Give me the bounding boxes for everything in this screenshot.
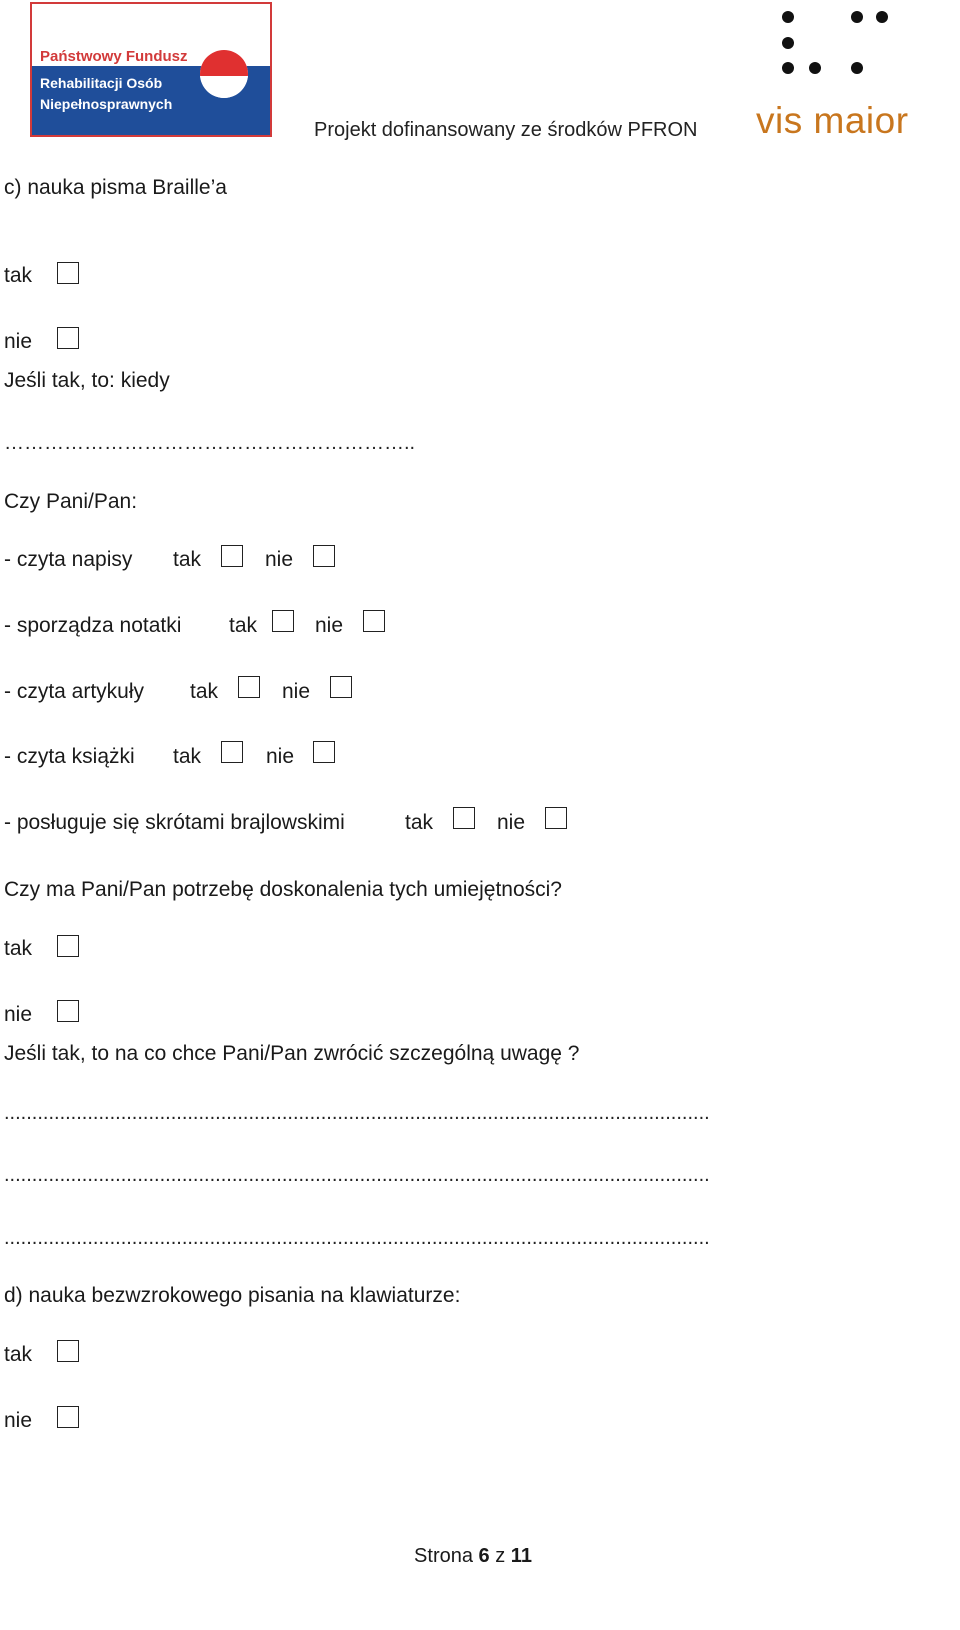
improve-if-yes-label: Jeśli tak, to na co chce Pani/Pan zwrócić szczególną uwagę ? bbox=[4, 1042, 580, 1065]
section-c-if-yes-label: Jeśli tak, to: kiedy bbox=[4, 369, 170, 392]
page-footer bbox=[0, 1545, 946, 1568]
skill-label-napisy: - czyta napisy bbox=[4, 548, 133, 571]
skill-no-label: nie bbox=[266, 745, 295, 768]
section-d-option-no-label: nie bbox=[4, 1409, 33, 1432]
skill-artykuly-no-checkbox[interactable] bbox=[330, 676, 352, 698]
skill-no-label: nie bbox=[282, 680, 311, 703]
project-funding-text: Projekt dofinansowany ze środków PFRON bbox=[314, 119, 698, 141]
footer-page-current: 6 bbox=[478, 1545, 490, 1567]
footer-page-word: Strona bbox=[414, 1545, 473, 1567]
section-c-option-yes-label: tak bbox=[4, 264, 33, 287]
skill-napisy-no-checkbox[interactable] bbox=[313, 545, 335, 567]
improve-no-checkbox[interactable] bbox=[57, 1000, 79, 1022]
logo-line-2: Rehabilitacji Osób bbox=[40, 75, 163, 91]
logo-line-1: Państwowy Fundusz bbox=[40, 48, 188, 65]
skill-yes-label: tak bbox=[173, 745, 202, 768]
section-d-heading: d) nauka bezwzrokowego pisania na klawiaturze: bbox=[4, 1284, 461, 1307]
logo-line-3: Niepełnosprawnych bbox=[40, 96, 173, 112]
skill-label-artykuly: - czyta artykuły bbox=[4, 680, 145, 703]
skill-no-label: nie bbox=[497, 811, 526, 834]
improve-answer-line-3[interactable]: ............................................................................................................................... bbox=[4, 1227, 710, 1249]
vis-maior-logo-text: vis maior bbox=[756, 100, 909, 141]
skills-question: Czy Pani/Pan: bbox=[4, 490, 138, 513]
skill-napisy-yes-checkbox[interactable] bbox=[221, 545, 243, 567]
improve-answer-line-2[interactable]: ............................................................................................................................... bbox=[4, 1164, 710, 1186]
skill-label-skroty: - posługuje się skrótami brajlowskimi bbox=[4, 811, 345, 834]
skill-label-ksiazki: - czyta książki bbox=[4, 745, 135, 768]
skill-skroty-no-checkbox[interactable] bbox=[545, 807, 567, 829]
improve-question: Czy ma Pani/Pan potrzebę doskonalenia tych umiejętności? bbox=[4, 878, 562, 901]
skill-yes-label: tak bbox=[229, 614, 258, 637]
skill-ksiazki-yes-checkbox[interactable] bbox=[221, 741, 243, 763]
skill-no-label: nie bbox=[265, 548, 294, 571]
section-c-yes-checkbox[interactable] bbox=[57, 262, 79, 284]
section-c-option-no-label: nie bbox=[4, 330, 33, 353]
section-c-no-checkbox[interactable] bbox=[57, 327, 79, 349]
section-c-heading: c) nauka pisma Braille’a bbox=[4, 176, 227, 199]
section-d-option-yes-label: tak bbox=[4, 1343, 33, 1366]
skill-yes-label: tak bbox=[173, 548, 202, 571]
skill-label-notatki: - sporządza notatki bbox=[4, 614, 182, 637]
improve-option-no-label: nie bbox=[4, 1003, 33, 1026]
skill-yes-label: tak bbox=[405, 811, 434, 834]
skill-no-label: nie bbox=[315, 614, 344, 637]
pfron-logo bbox=[30, 2, 272, 137]
section-c-answer-line[interactable]: …………………………………………………….. bbox=[4, 432, 416, 454]
skill-ksiazki-no-checkbox[interactable] bbox=[313, 741, 335, 763]
skill-artykuly-yes-checkbox[interactable] bbox=[238, 676, 260, 698]
footer-page-total: 11 bbox=[510, 1545, 532, 1567]
improve-answer-line-1[interactable]: ............................................................................................................................... bbox=[4, 1102, 710, 1124]
improve-option-yes-label: tak bbox=[4, 937, 33, 960]
skill-skroty-yes-checkbox[interactable] bbox=[453, 807, 475, 829]
skill-notatki-no-checkbox[interactable] bbox=[363, 610, 385, 632]
improve-yes-checkbox[interactable] bbox=[57, 935, 79, 957]
section-d-no-checkbox[interactable] bbox=[57, 1406, 79, 1428]
skill-yes-label: tak bbox=[190, 680, 219, 703]
logo-circle-icon bbox=[200, 50, 248, 98]
section-d-yes-checkbox[interactable] bbox=[57, 1340, 79, 1362]
footer-of-word: z bbox=[495, 1545, 506, 1567]
skill-notatki-yes-checkbox[interactable] bbox=[272, 610, 294, 632]
